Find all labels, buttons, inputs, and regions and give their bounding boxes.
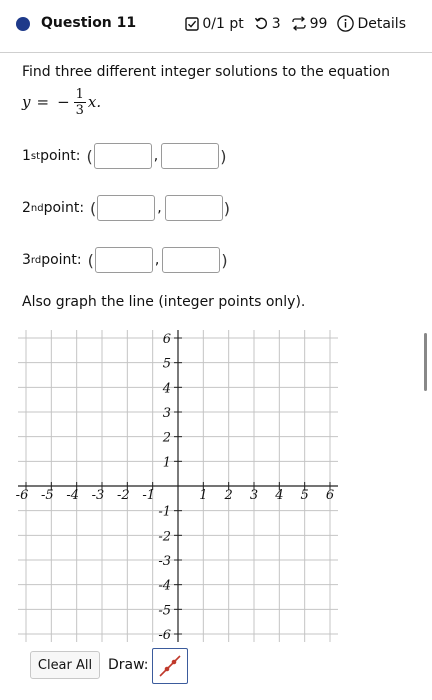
point-label: point: (40, 148, 81, 164)
point-ordinal-suffix: st (30, 150, 41, 162)
question-status-dot (16, 17, 30, 31)
equation-lhs: y (22, 93, 31, 111)
score-text: 0/1 pt (202, 15, 244, 32)
y-tick-label: 3 (162, 406, 171, 421)
retries-count: 3 (271, 15, 281, 32)
question-title: Question 11 (41, 15, 137, 31)
comma: , (157, 200, 162, 216)
point-1-x-input[interactable] (94, 143, 152, 169)
open-paren: ( (87, 250, 94, 270)
point-ordinal: 3 (22, 252, 31, 268)
clear-all-button[interactable]: Clear All (30, 651, 100, 679)
point-2-y-input[interactable] (165, 195, 223, 221)
retries-group (254, 16, 281, 32)
line-segment-icon (153, 649, 187, 683)
problem-prompt: Find three different integer solutions to the equation (22, 64, 390, 80)
point-3-y-input[interactable] (162, 247, 220, 273)
equation-fraction (74, 87, 86, 118)
x-tick-label: -6 (15, 488, 29, 503)
point-3-x-input[interactable] (95, 247, 153, 273)
question-header (0, 0, 432, 53)
point-ordinal-suffix: rd (30, 254, 42, 266)
x-tick-label: -3 (91, 488, 105, 503)
x-tick-label: -4 (66, 488, 80, 503)
comma: , (153, 148, 159, 164)
close-paren: ) (220, 146, 227, 166)
x-tick-label: -1 (142, 488, 156, 503)
undo-icon (254, 16, 269, 31)
y-tick-label: -4 (158, 578, 171, 594)
x-tick-label: 3 (249, 488, 259, 503)
point-label: point: (43, 200, 85, 216)
y-tick-label: -6 (158, 628, 171, 643)
attempts-count: 99 (309, 15, 328, 32)
close-paren: ) (223, 198, 230, 218)
point-1-y-input[interactable] (161, 143, 219, 169)
comma: , (154, 252, 160, 268)
y-tick-label: -3 (158, 554, 171, 569)
fraction-numerator: 1 (75, 86, 84, 102)
point-row-2 (22, 195, 231, 221)
point-row-3 (22, 247, 229, 273)
equation-equals: = (36, 93, 50, 111)
x-tick-label: -2 (116, 488, 130, 503)
y-tick-label: 4 (162, 381, 171, 397)
question-meta (179, 15, 406, 32)
draw-label: Draw: (108, 657, 149, 673)
point-ordinal: 1 (22, 148, 31, 164)
score-group (185, 16, 243, 32)
x-tick-label: 4 (275, 488, 284, 503)
equation-sign: − (57, 93, 70, 111)
close-paren: ) (221, 250, 228, 270)
line-segment-tool-button[interactable] (152, 648, 188, 684)
x-tick-label: 1 (199, 488, 208, 503)
info-icon[interactable] (337, 15, 354, 32)
coordinate-grid[interactable] (15, 330, 338, 643)
y-tick-label: -2 (158, 529, 171, 545)
point-label: point: (41, 252, 82, 268)
details-link[interactable]: Details (357, 15, 406, 32)
y-tick-label: 1 (162, 455, 171, 471)
details-group[interactable] (337, 15, 406, 32)
point-ordinal: 2 (22, 200, 31, 216)
x-tick-label: -5 (40, 488, 54, 503)
scrollbar[interactable] (424, 333, 427, 391)
x-tick-label: 2 (224, 488, 233, 503)
repeat-icon (291, 16, 307, 31)
equation-variable: x. (87, 93, 102, 111)
open-paren: ( (86, 146, 93, 166)
y-tick-label: 5 (162, 356, 171, 372)
point-row-1 (22, 143, 227, 169)
graph-prompt: Also graph the line (integer points only). (22, 294, 306, 310)
equation (22, 84, 101, 120)
attempts-group (291, 16, 328, 32)
point-2-x-input[interactable] (97, 195, 155, 221)
checkbox-icon (185, 17, 199, 31)
x-tick-label: 5 (300, 488, 309, 503)
fraction-denominator: 3 (75, 102, 84, 118)
x-tick-label: 6 (325, 488, 335, 503)
open-paren: ( (90, 198, 97, 218)
y-tick-label: 6 (162, 332, 171, 347)
y-tick-label: -1 (158, 504, 171, 520)
point-ordinal-suffix: nd (30, 202, 44, 214)
y-tick-label: 2 (162, 430, 171, 446)
y-tick-label: -5 (158, 603, 171, 619)
